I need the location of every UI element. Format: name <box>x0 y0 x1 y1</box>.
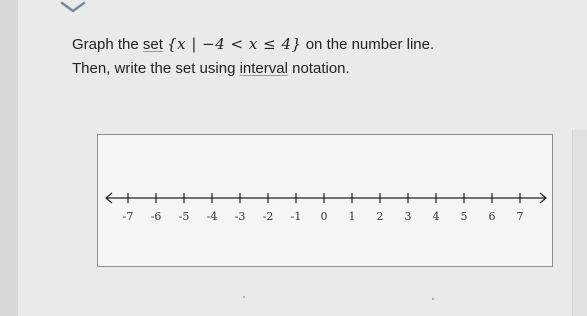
number-line-tick-label: 0 <box>320 210 328 223</box>
number-line-tick-label: 7 <box>516 210 524 223</box>
number-line-tick-label: -6 <box>150 210 162 223</box>
number-line-tick-label: 2 <box>376 210 384 223</box>
number-line-tick-label: -2 <box>262 210 274 223</box>
prompt-graph-suffix: on the number line. <box>301 36 435 53</box>
number-line-tick-label: 3 <box>404 210 412 223</box>
number-line-tick-label: 4 <box>432 210 440 223</box>
number-line-tick-label: -5 <box>178 210 190 223</box>
prompt-graph-prefix: Graph the <box>72 36 143 53</box>
number-line-tick-label: -1 <box>290 210 302 223</box>
question-prompt <box>72 32 552 81</box>
prompt-line-1 <box>72 32 552 57</box>
number-line-tick-label: 6 <box>488 210 496 223</box>
number-line-tick-label: 5 <box>460 210 468 223</box>
left-scroll-strip <box>0 0 18 316</box>
prompt-then-suffix: notation. <box>287 60 350 77</box>
number-line-tick-label: -3 <box>234 210 246 223</box>
number-line-tick-label: -7 <box>122 210 134 223</box>
decorative-dot <box>243 296 245 298</box>
set-glossary-link[interactable]: set <box>142 36 163 53</box>
chevron-down-icon[interactable] <box>58 0 88 14</box>
right-scroll-strip[interactable] <box>572 130 587 316</box>
number-line-tick-label: -4 <box>206 210 218 223</box>
prompt-then-prefix: Then, write the set using <box>72 60 240 77</box>
decorative-dot <box>432 298 434 300</box>
prompt-line-2 <box>72 57 552 81</box>
number-line[interactable] <box>98 185 552 235</box>
set-builder-notation: {x | −4 < x ≤ 4} <box>167 35 302 53</box>
number-line-tick-label: 1 <box>348 210 356 223</box>
graph-answer-box[interactable] <box>97 134 553 267</box>
interval-glossary-link[interactable]: interval <box>239 60 288 77</box>
